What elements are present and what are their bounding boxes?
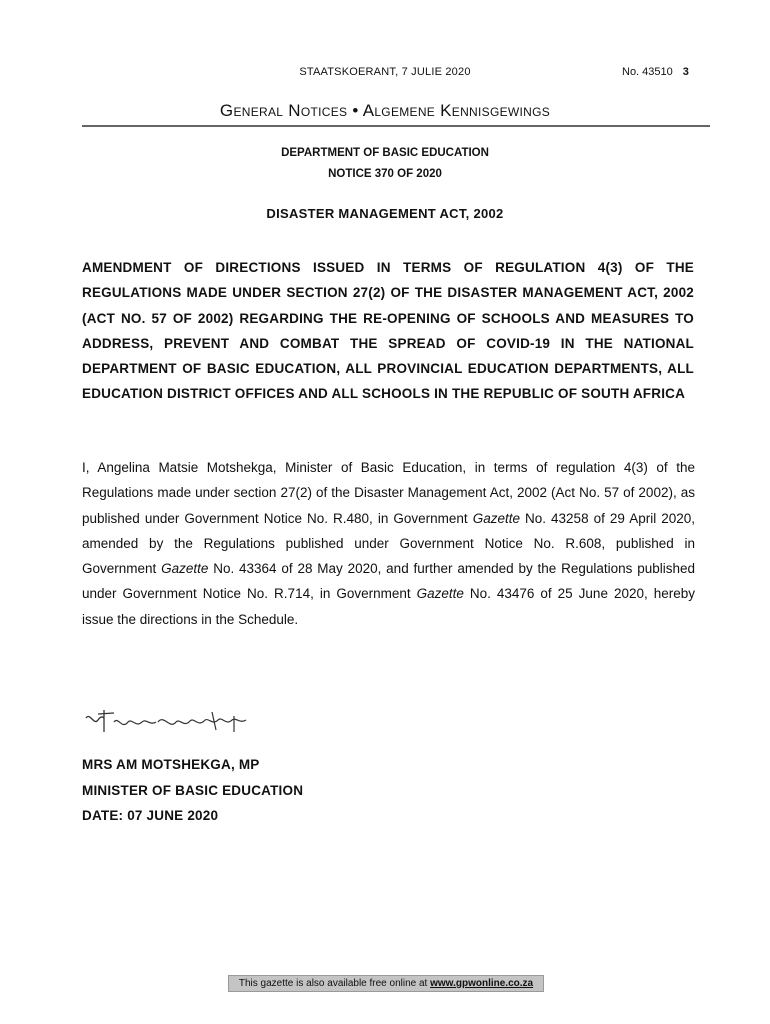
section-title: General Notices • Algemene Kennisgewings [219, 101, 551, 120]
gazette-italic: Gazette [472, 510, 520, 526]
gazette-title: STAATSKOERANT, 7 JULIE 2020 [299, 66, 471, 78]
act-title: DISASTER MANAGEMENT ACT, 2002 [266, 206, 504, 221]
body-paragraph [82, 455, 695, 632]
amendment-heading: AMENDMENT OF DIRECTIONS ISSUED IN TERMS OF REGULATION 4(3) OF THE REGULATIONS MADE UNDER SECTION 27(2) OF THE DISASTER MANAGEMENT ACT, 2002 (ACT NO. 57 OF 2002) REGARDING THE RE-OPENING OF SCHOOLS AND MEASURES TO ADDRESS, PREVENT AND COMBAT THE SPREAD OF COVID-19 IN THE NATIONAL DEPARTMENT OF BASIC EDUCATION, ALL PROVINCIAL EDUCATION DEPARTMENTS, ALL EDUCATION DISTRICT OFFICES AND ALL SCHOOLS IN THE REPUBLIC OF SOUTH AFRICA [82, 260, 694, 402]
footer-link[interactable]: www.gpwonline.co.za [430, 978, 534, 989]
gazette-italic: Gazette [416, 586, 464, 602]
signature-date: DATE: 07 JUNE 2020 [82, 808, 219, 823]
section-divider [82, 125, 710, 127]
notice-number: NOTICE 370 OF 2020 [328, 168, 442, 180]
footer-banner [228, 975, 544, 992]
gazette-italic: Gazette [161, 561, 209, 577]
body-text-part3: No. 43364 of 28 May 2020, and further amended by the Regulations published under Government Notice No. R.714, in Government [82, 561, 695, 602]
signature [84, 700, 264, 745]
gazette-number-group [622, 66, 689, 78]
footer-text: This gazette is also available free online at [238, 978, 431, 989]
body-text-part2: No. 43258 of 29 April 2020, amended by the Regulations published under Government Notice No. R.608, published in Government [82, 510, 696, 577]
department-heading: DEPARTMENT OF BASIC EDUCATION [281, 147, 489, 159]
gazette-number: No. 43510 [622, 66, 673, 78]
body-text-part1: I, Angelina Matsie Motshekga, Minister of Basic Education, in terms of regulation 4(3) of the Regulations made under section 27(2) of the Disaster Management Act, 2002 (Act No. 57 of 2002), as published under Government Notice No. R.480, in Government [82, 460, 695, 526]
signatory-name: MRS AM MOTSHEKGA, MP [82, 757, 260, 772]
body-text-part4: No. 43476 of 25 June 2020, hereby issue the directions in the Schedule. [82, 586, 695, 627]
signatory-title: MINISTER OF BASIC EDUCATION [82, 783, 304, 798]
page-number: 3 [682, 66, 689, 78]
